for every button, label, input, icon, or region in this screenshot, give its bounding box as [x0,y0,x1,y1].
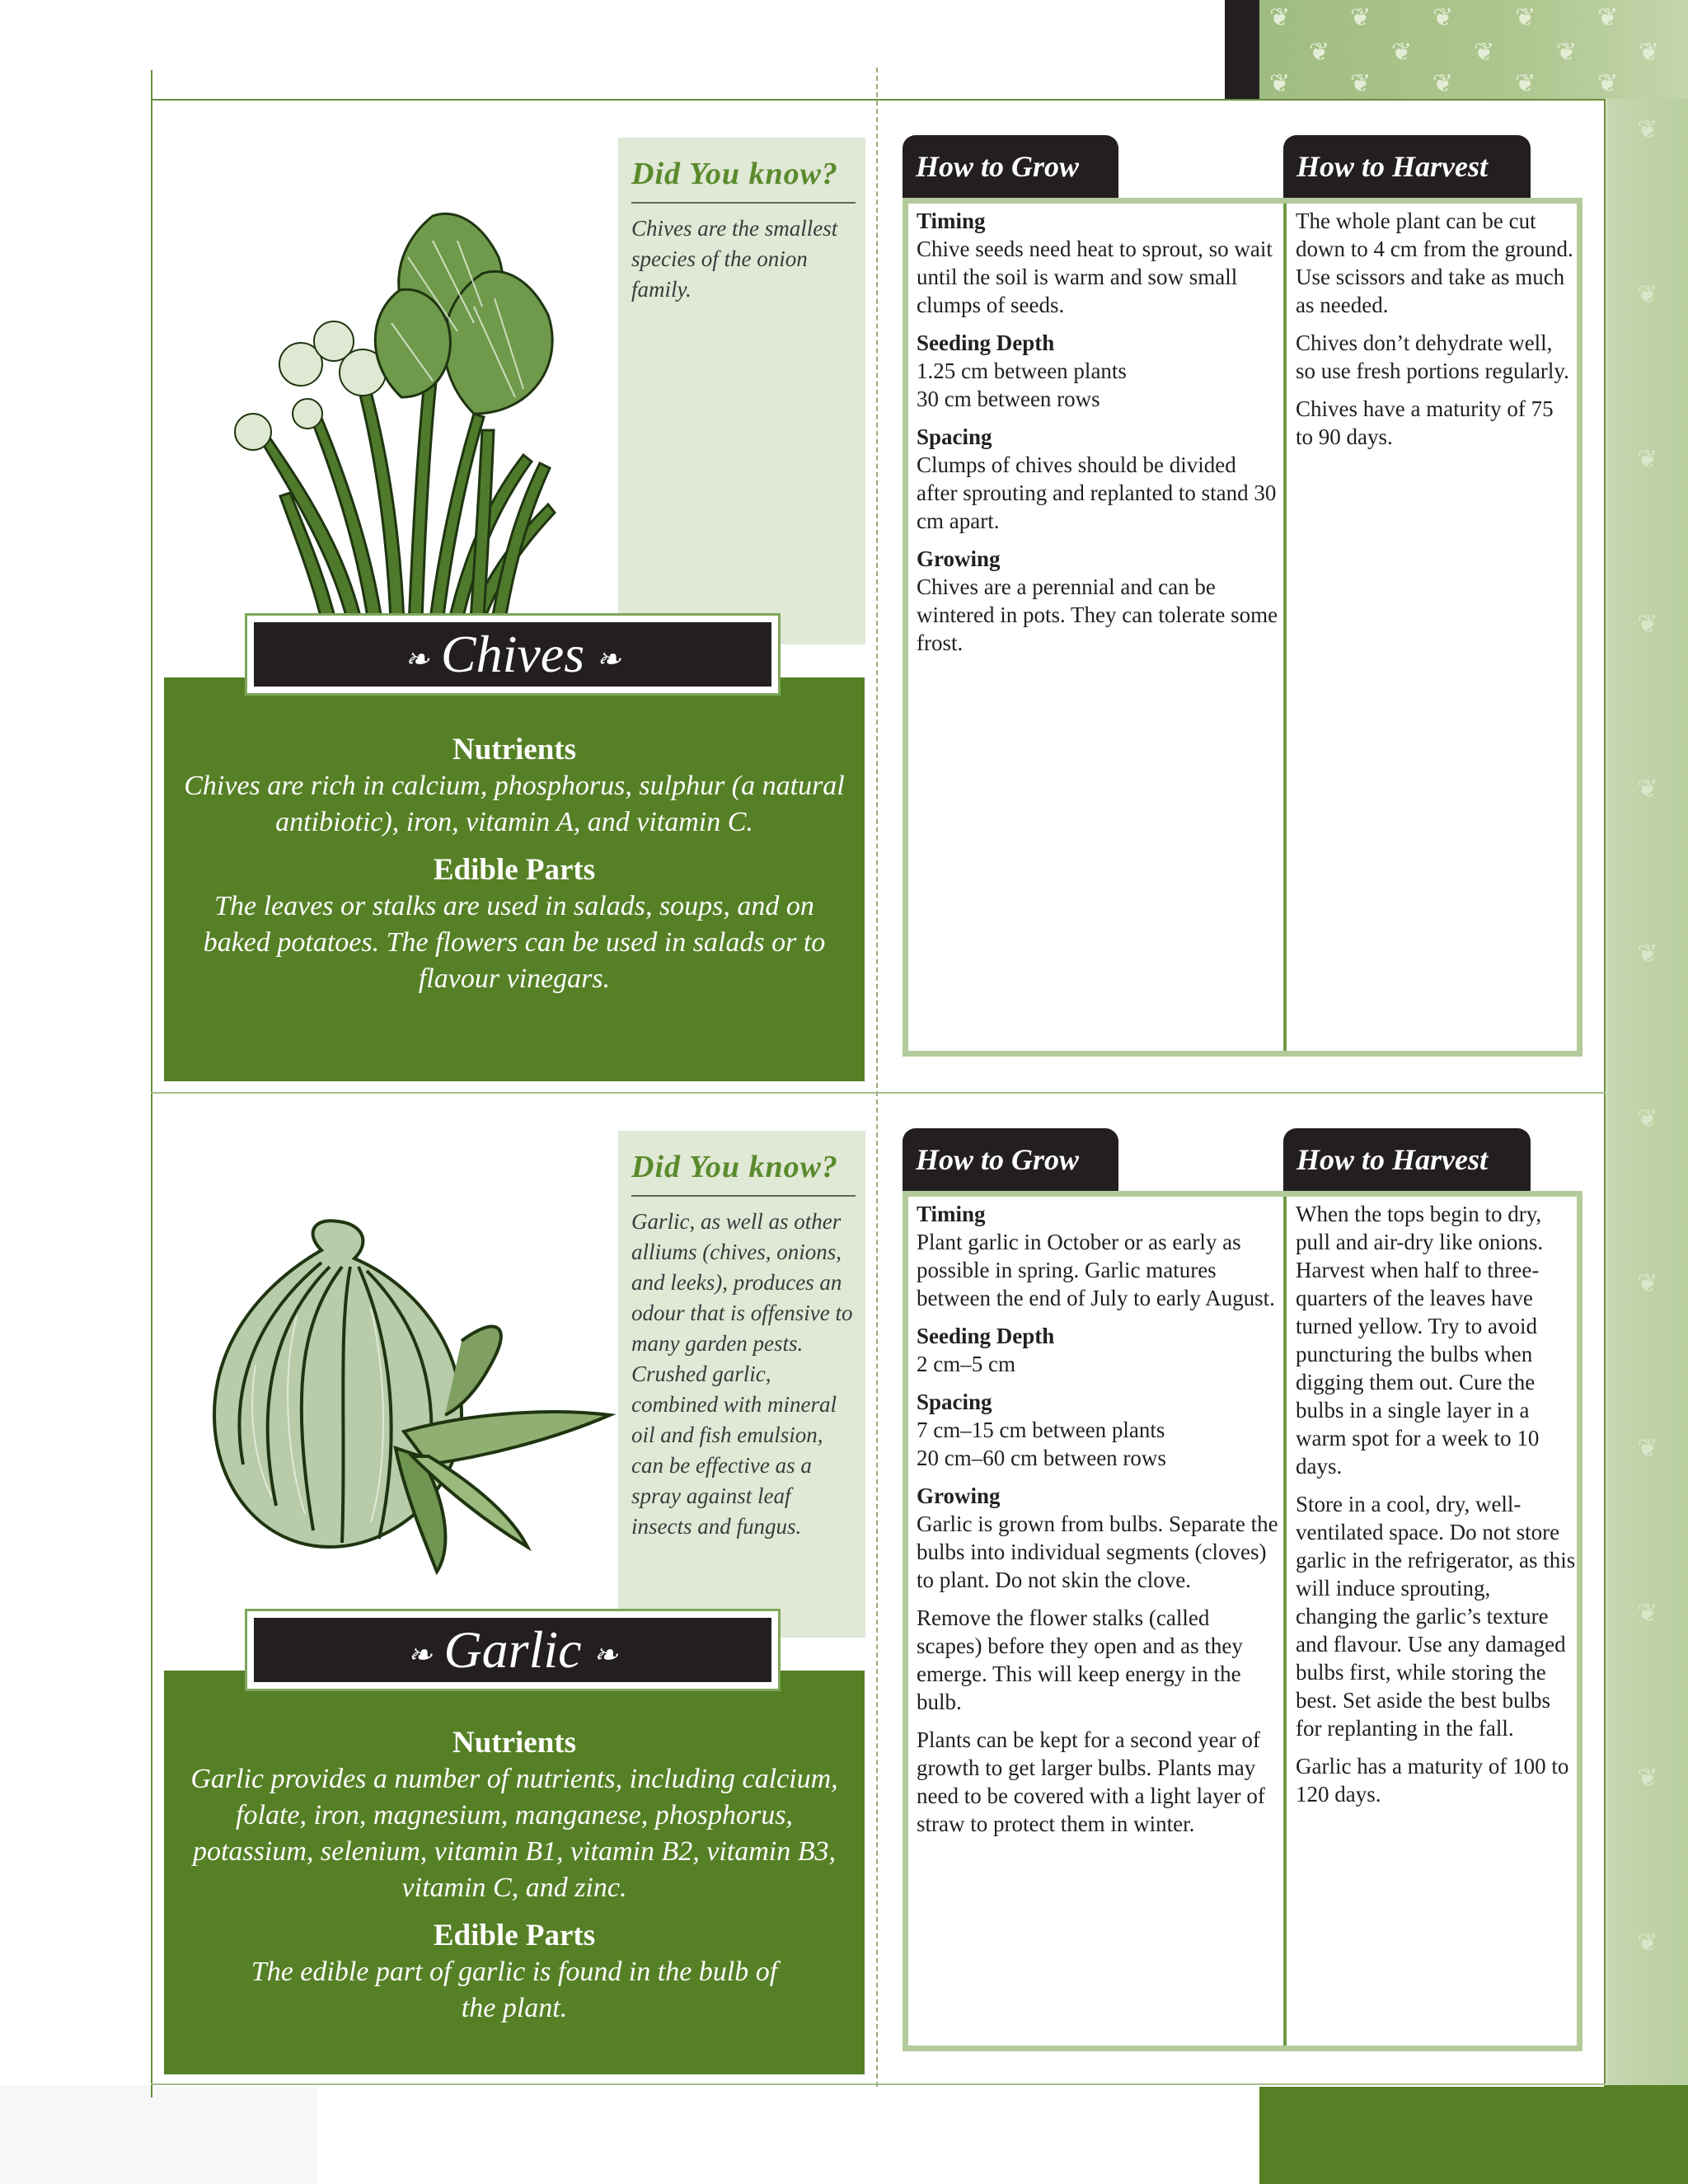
leaf-icon: ❦ [1269,3,1291,32]
grow-section-title: Seeding Depth [917,1324,1055,1348]
grow-section-timing [917,207,1279,319]
plant-card-garlic [152,1094,1604,2087]
grow-section-title: Timing [917,209,986,233]
how-to-grow-tab: How to Grow [903,1128,1118,1191]
leaf-icon: ❦ [1637,610,1658,639]
how-to-harvest-column [1296,207,1576,461]
edible-parts-title: Edible Parts [433,853,596,887]
how-to-harvest-tab: How to Harvest [1283,1128,1531,1191]
leaf-icon: ❦ [1637,1929,1658,1957]
grow-section-growing [917,545,1279,657]
leaf-icon: ❦ [1350,69,1372,98]
grow-section-timing [917,1200,1279,1312]
leaf-icon: ❦ [1637,445,1658,474]
how-to-grow-column [917,207,1279,667]
leaf-icon: ❦ [1515,69,1536,98]
grow-section-title: Growing [917,1483,1001,1508]
harvest-paragraph: Store in a cool, dry, well-ventilated space. Do not store garlic in the refrigerator, as this will induce sprouting, changing the garlic’s texture and flavour. Use any damaged bulbs first, while storing the best. Set aside the best bulbs for replanting in the fall. [1296,1492,1576,1741]
did-you-know-box [618,1131,865,1638]
leaf-icon: ❦ [1637,1104,1658,1133]
plant-name-bar [254,622,771,687]
grow-section-spacing [917,1388,1279,1472]
ornament-icon: ❧ [407,1638,433,1672]
column-divider [1283,204,1287,1051]
leaf-icon: ❦ [1637,1434,1658,1463]
grow-section-title: Growing [917,546,1001,571]
harvest-paragraph: Chives have a maturity of 75 to 90 days. [1296,396,1554,449]
grow-section-text: Chive seeds need heat to sprout, so wait until the soil is warm and sow small clumps of seeds. [917,237,1273,317]
info-panel [903,198,1582,1057]
leaf-icon: ❦ [1515,3,1536,32]
grow-section-growing [917,1482,1279,1594]
leaf-icon: ❦ [1637,940,1658,968]
grow-section-text: Garlic is grown from bulbs. Separate the bulbs into individual segments (cloves) to plant. Do not skin the clove. [917,1511,1278,1592]
grow-section-text: Remove the flower stalks (called scapes) before they open and as they emerge. This will keep energy in the bulb. [917,1605,1243,1714]
harvest-paragraph: When the tops begin to dry, pull and air-dry like onions. Harvest when half to three-quarters of the leaves have turned yellow. Try to avoid puncturing the bulbs when digging them out. Cure the bulbs in a single layer in a warm spot for a week to 10 days. [1296,1202,1544,1479]
did-you-know-text: Chives are the smallest species of the onion family. [631,216,838,302]
leaf-icon: ❦ [1597,69,1619,98]
did-you-know-box [618,138,865,644]
did-you-know-title: Did You know? [631,1150,838,1184]
how-to-grow-tab: How to Grow [903,135,1118,198]
grow-section-scapes [917,1604,1279,1716]
nutrients-title: Nutrients [452,733,577,766]
grow-section-text: Plants can be kept for a second year of growth to get larger bulbs. Plants may need to be covered with a light layer of straw to protect them in winter. [917,1727,1265,1836]
info-panel [903,1191,1582,2051]
harvest-paragraph: Garlic has a maturity of 100 to 120 days. [1296,1754,1569,1807]
leaf-icon: ❦ [1637,1599,1658,1628]
harvest-paragraph: Chives don’t dehydrate well, so use fresh portions regularly. [1296,330,1569,383]
divider [631,1195,856,1197]
plant-name: Chives [440,625,585,683]
grow-section-text: Plant garlic in October or as early as possible in spring. Garlic matures between the end of July to early August. [917,1230,1275,1310]
grow-section-text: Clumps of chives should be divided after sprouting and replanted to stand 30 cm apart. [917,452,1277,533]
leaf-icon: ❦ [1432,3,1454,32]
grow-section-spacing [917,423,1279,535]
ornament-icon: ❧ [404,643,429,677]
leaf-icon: ❦ [1309,38,1330,67]
plant-name-banner [245,1609,781,1691]
leaf-icon: ❦ [1597,3,1619,32]
grow-section-seeding-depth [917,329,1279,413]
grow-section-text: 1.25 cm between plants 30 cm between rows [917,359,1127,411]
edible-parts-title: Edible Parts [433,1919,596,1952]
decorative-leaf-pattern [1259,0,1688,99]
leaf-icon: ❦ [1474,38,1495,67]
decorative-black-block [1225,0,1259,99]
grow-section-text: 7 cm–15 cm between plants 20 cm–60 cm between rows [917,1418,1166,1470]
harvest-paragraph: The whole plant can be cut down to 4 cm from the ground. Use scissors and take as much as needed. [1296,209,1573,317]
leaf-icon: ❦ [1269,69,1291,98]
edible-parts-text: The edible part of garlic is found in the bulb of the plant. [251,1957,778,2023]
grow-section-title: Spacing [917,424,992,449]
how-to-harvest-column [1296,1200,1576,1818]
leaf-icon: ❦ [1637,115,1658,144]
did-you-know-text: Garlic, as well as other alliums (chives, onions, and leeks), produces an odour that is offensive to many garden pests. Crushed garlic, combined with mineral oil and fish emulsion, can be effective as a spray against leaf insects and fungus. [631,1209,853,1539]
leaf-icon: ❦ [1637,1764,1658,1793]
leaf-icon: ❦ [1391,38,1413,67]
leaf-icon: ❦ [1639,38,1660,67]
leaf-icon: ❦ [1432,69,1454,98]
nutrients-title: Nutrients [452,1726,577,1760]
edible-parts-text: The leaves or stalks are used in salads, soups, and on baked potatoes. The flowers can be used in salads or to flavour vinegars. [203,891,826,994]
plant-name-banner [245,613,781,696]
plant-name: Garlic [443,1620,582,1679]
grow-section-title: Spacing [917,1390,992,1414]
garlic-illustration [198,1217,626,1580]
grow-section-text: Chives are a perennial and can be wintered in pots. They can tolerate some frost. [917,574,1278,655]
did-you-know-title: Did You know? [631,157,838,191]
column-divider [1283,1197,1287,2046]
leaf-icon: ❦ [1350,3,1372,32]
plant-card-chives [152,101,1604,1094]
decorative-leaf-strip [1607,91,1688,2085]
nutrients-text: Chives are rich in calcium, phosphorus, sulphur (a natural antibiotic), iron, vitamin A, and vitamin C. [184,771,845,837]
plant-name-bar [254,1618,771,1682]
grow-section-second-year [917,1726,1279,1838]
decorative-green-block [1259,2085,1688,2184]
leaf-icon: ❦ [1637,775,1658,804]
how-to-grow-column [917,1200,1279,1848]
leaf-icon: ❦ [1556,38,1578,67]
nutrients-text: Garlic provides a number of nutrients, including calcium, folate, iron, magnesium, manganese, phosphorus, potassium, selenium, vitamin B1, vitamin B2, vitamin B3, vitamin C, and zinc. [190,1764,838,1903]
ornament-icon: ❧ [593,1638,618,1672]
grow-section-seeding-depth [917,1322,1279,1378]
how-to-harvest-tab: How to Harvest [1283,135,1531,198]
ornament-icon: ❧ [596,643,621,677]
grow-section-title: Timing [917,1202,986,1226]
nutrients-box [164,677,865,1081]
decorative-bottom-shade [0,2085,317,2184]
divider [631,202,856,204]
grow-section-text: 2 cm–5 cm [917,1352,1015,1376]
leaf-icon: ❦ [1637,1269,1658,1298]
leaf-icon: ❦ [1637,280,1658,309]
grow-section-title: Seeding Depth [917,330,1055,355]
nutrients-box [164,1671,865,2074]
